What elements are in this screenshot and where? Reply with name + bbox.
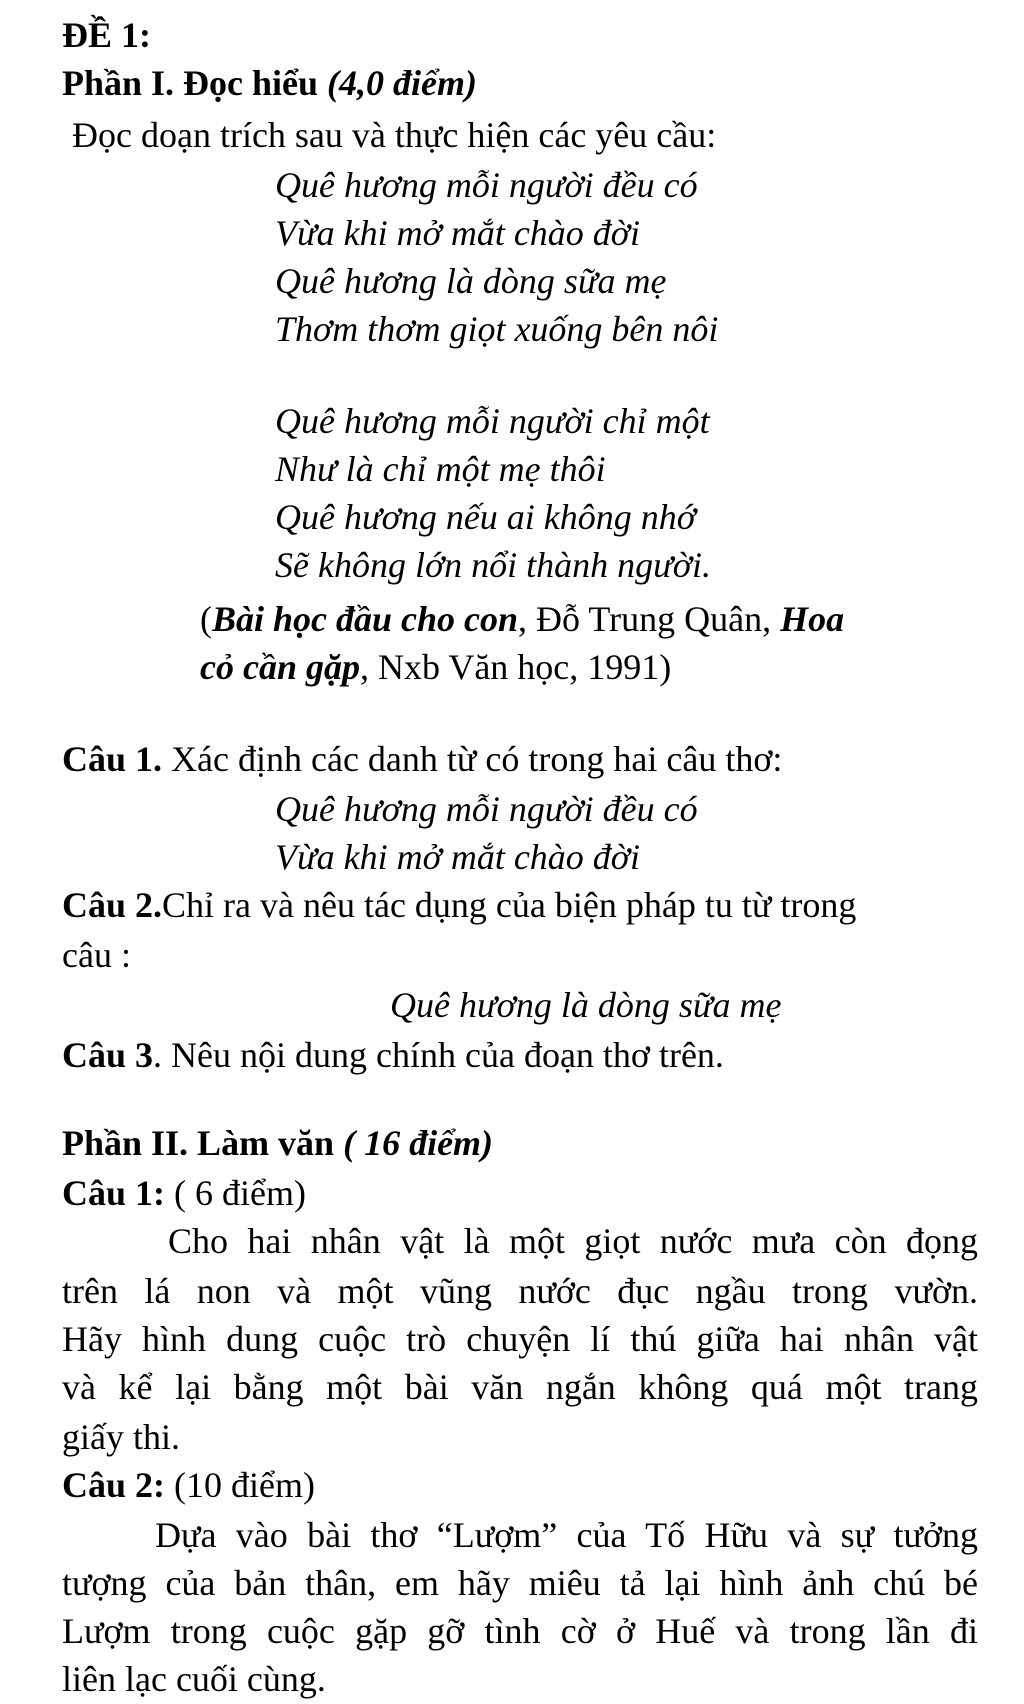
part1-points: (4,0 điểm) [327,63,478,103]
q2-line [62,880,978,930]
q2-text-2: câu : [62,935,131,975]
part1-heading-line [62,58,477,108]
c1-heading-line [62,1168,306,1218]
poem-line: Quê hương nếu ai không nhớ [275,497,696,537]
c1-label: Câu 1: [62,1173,166,1213]
q1-text: Xác định các danh từ có trong hai câu thơ: [162,739,783,779]
poem-line: Sẽ không lớn nổi thành người. [275,545,712,585]
q3-text: . Nêu nội dung chính của đoạn thơ trên. [153,1035,724,1075]
c1-paragraph-line: trên lá non và một vũng nước đục ngầu trong vườn. [62,1271,978,1311]
source-citation-line1 [200,594,844,644]
c2-paragraph-line: liên lạc cuối cùng. [62,1659,326,1699]
q1-quote-line: Quê hương mỗi người đều có [275,789,698,829]
source-collection-2: cỏ cần gặp [200,647,360,687]
part2-heading: Phần II. Làm văn [62,1123,335,1163]
source-work: Bài học đầu cho con [212,599,519,639]
q2-text-1: Chỉ ra và nêu tác dụng của biện pháp tu từ trong [162,885,857,925]
part1-heading: Phần I. Đọc hiểu [62,63,319,103]
q2-quote-line: Quê hương là dòng sữa mẹ [390,985,782,1025]
exam-title: ĐỀ 1: [62,15,151,55]
c2-paragraph-line: tượng của bản thân, em hãy miêu tả lại hình ảnh chú bé [62,1563,978,1603]
q2-label: Câu 2. [62,885,163,925]
source-publisher: , Nxb Văn học, 1991) [359,647,672,687]
c1-paragraph-line: Cho hai nhân vật là một giọt nước mưa còn đọng [168,1221,978,1261]
c2-heading-line [62,1460,315,1510]
q1-label: Câu 1. [62,739,163,779]
part1-instruction: Đọc doạn trích sau và thực hiện các yêu cầu: [72,115,717,155]
source-collection-1: Hoa [780,599,845,639]
poem-line: Như là chỉ một mẹ thôi [275,449,606,489]
q1-quote-line: Vừa khi mở mắt chào đời [275,837,641,877]
source-open: ( [200,599,212,639]
c2-paragraph-line: Lượm trong cuộc gặp gỡ tình cờ ở Huế và trong lần đi [62,1611,978,1651]
poem-line: Quê hương mỗi người đều có [275,165,698,205]
q1-line [62,734,782,784]
source-author: , Đỗ Trung Quân, [518,599,781,639]
c1-points: ( 6 điểm) [165,1173,306,1213]
poem-line: Quê hương là dòng sữa mẹ [275,261,667,301]
q3-line [62,1030,724,1080]
c1-paragraph-line: Hãy hình dung cuộc trò chuyện lí thú giữa hai nhân vật [62,1319,978,1359]
source-citation-line2 [200,642,671,692]
poem-line: Vừa khi mở mắt chào đời [275,213,641,253]
c2-points: (10 điểm) [165,1465,315,1505]
part2-points: ( 16 điểm) [334,1123,494,1163]
c1-paragraph-line: và kể lại bằng một bài văn ngắn không quá một trang [62,1367,978,1407]
poem-line: Quê hương mỗi người chỉ một [275,401,710,441]
q3-label: Câu 3 [62,1035,154,1075]
c2-paragraph-line: Dựa vào bài thơ “Lượm” của Tố Hữu và sự tưởng [155,1515,978,1555]
poem-line: Thơm thơm giọt xuống bên nôi [275,309,719,349]
c1-paragraph-line: giấy thi. [62,1417,180,1457]
c2-label: Câu 2: [62,1465,166,1505]
part2-heading-line [62,1118,493,1168]
